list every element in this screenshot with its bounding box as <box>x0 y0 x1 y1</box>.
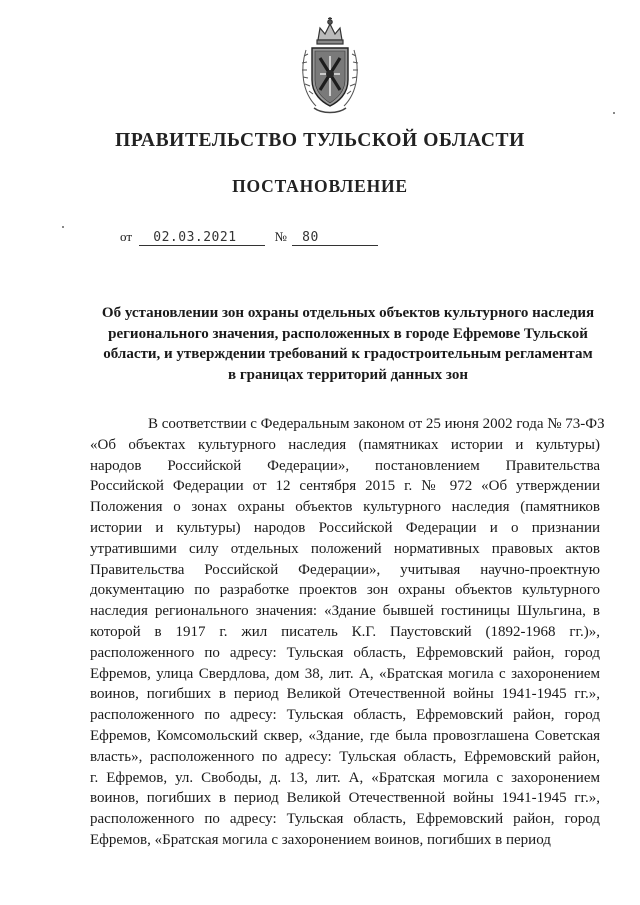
body-line: наследия регионального значения: «Здание бывшей гостиницы Шульгина, в <box>90 603 600 620</box>
number-value: 80 <box>292 230 378 246</box>
number-label: № <box>274 229 287 244</box>
body-line: власть», расположенного по адресу: Тульская область, Ефремовский район, <box>90 748 600 765</box>
body-line: Правительства Российской Федерации», учитывая научно-проектную <box>90 561 600 578</box>
body-line: Ефремов, улица Свердлова, дом 38, лит. А, «Братская могила с захоронением <box>90 665 600 682</box>
body-line: Ефремов, «Братская могила с захоронением воинов, погибших в период <box>90 831 551 848</box>
body-line: г. Ефремов, ул. Свободы, д. 13, лит. А, «Братская могила с захоронением <box>90 769 600 786</box>
body-line: расположенного по адресу: Тульская область, Ефремовский район, город <box>90 707 600 724</box>
title-line: Об установлении зон охраны отдельных объектов культурного наследия <box>101 305 595 321</box>
date-value: 02.03.2021 <box>139 230 265 246</box>
body-line: расположенного по адресу: Тульская область, Ефремовский район, город <box>90 811 600 828</box>
body-line: расположенного по адресу: Тульская область, Ефремовский район, город <box>90 644 600 661</box>
body-line: Ефремов, Комсомольский сквер, «Здание, где была провозглашена Советская <box>90 727 600 744</box>
title-line: в границах территорий данных зон <box>228 366 468 383</box>
body-line: воинов, погибших в период Великой Отечественной войны 1941-1945 гг.», <box>90 686 600 703</box>
body-line: народов Российской Федерации», постановлением Правительства <box>90 457 600 474</box>
body-line: Положения о зонах охраны объектов культурного наследия (памятников <box>90 499 600 516</box>
body-line: которой в 1917 г. жил писатель К.Г. Паустовский (1892-1968 гг.)», <box>90 623 600 640</box>
document-type-heading: ПОСТАНОВЛЕНИЕ <box>232 176 408 196</box>
body-line: истории и культуры) народов Российской Федерации и о признании <box>90 519 600 536</box>
body-line: В соответствии с Федеральным законом от 25 июня 2002 года № 73-ФЗ <box>148 416 605 432</box>
document-meta <box>120 229 378 246</box>
title-line: области, и утверждении требований к градостроительным регламентам <box>103 346 593 362</box>
crown-icon <box>317 17 343 44</box>
document-body <box>90 414 605 851</box>
body-line: воинов, погибших в период Великой Отечественной войны 1941-1945 гг.», <box>90 790 600 807</box>
body-line: «Об объектах культурного наследия (памятниках истории и культуры) <box>90 436 600 453</box>
organization-heading: ПРАВИТЕЛЬСТВО ТУЛЬСКОЙ ОБЛАСТИ <box>115 130 525 151</box>
ribbon-icon <box>314 108 346 113</box>
body-line: утратившими силу отдельных положений нормативных правовых актов <box>90 540 600 557</box>
body-line: документацию по разработке проектов зон охраны объектов культурного <box>90 582 600 599</box>
scan-speck <box>613 112 615 114</box>
shield-icon <box>312 48 348 106</box>
coat-of-arms-emblem <box>296 14 364 116</box>
document-title <box>92 303 604 385</box>
title-line: регионального значения, расположенных в городе Ефремове Тульской <box>108 325 588 342</box>
date-label: от <box>120 229 133 244</box>
body-line: Российской Федерации от 12 сентября 2015 г. № 972 «Об утверждении <box>90 478 600 495</box>
scan-speck <box>62 226 64 228</box>
